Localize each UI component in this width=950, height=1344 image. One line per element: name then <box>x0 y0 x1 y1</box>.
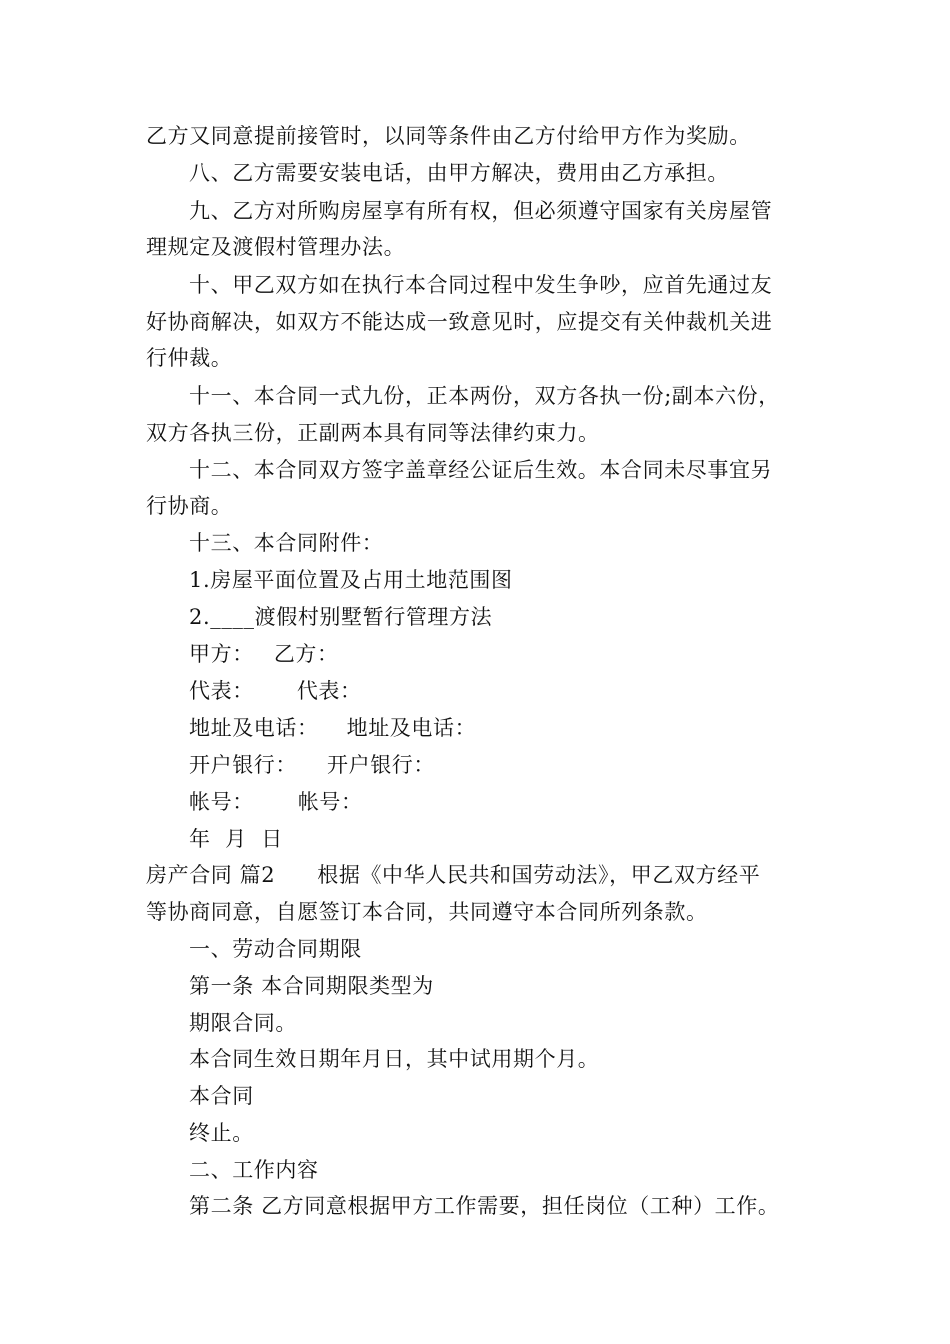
paragraph-line: 行仲裁。 <box>146 346 233 370</box>
addr-b-label: 地址及电话： <box>346 716 477 740</box>
paragraph-line: 双方各执三份，正副两本具有同等法律约束力。 <box>146 421 600 445</box>
acct-b-label: 帐号： <box>297 790 363 814</box>
paragraph-line: 乙方又同意提前接管时，以同等条件由乙方付给甲方作为奖励。 <box>146 124 751 148</box>
paragraph-line: 理规定及渡假村管理办法。 <box>146 235 406 259</box>
clause-9: 九、乙方对所购房屋享有所有权，但必须遵守国家有关房屋管 <box>189 199 773 223</box>
rep-b-label: 代表： <box>296 679 362 703</box>
section2-intro: 根据《中华人民共和国劳动法》，甲乙双方经平 <box>317 863 761 887</box>
party-b-label: 乙方： <box>273 642 339 666</box>
paragraph-line: 行协商。 <box>146 494 233 518</box>
attachment-1: 1.房屋平面位置及占用土地范围图 <box>189 568 513 592</box>
clause-10: 十、甲乙双方如在执行本合同过程中发生争吵，应首先通过友 <box>189 273 773 297</box>
paragraph-line: 期限合同。 <box>189 1011 297 1035</box>
article-2: 第二条 乙方同意根据甲方工作需要，担任岗位（工种）工作。 <box>189 1194 780 1218</box>
section-heading: 二、工作内容 <box>189 1158 319 1182</box>
signature-bank-row <box>189 750 829 780</box>
clause-12: 十二、本合同双方签字盖章经公证后生效。本合同未尽事宜另 <box>189 458 773 482</box>
attachment-2: 2.____渡假村别墅暂行管理方法 <box>189 605 493 629</box>
signature-rep-row <box>189 676 829 706</box>
rep-a-label: 代表： <box>189 679 254 703</box>
addr-a-label: 地址及电话： <box>189 716 319 740</box>
signature-date: 年 月 日 <box>189 827 283 851</box>
clause-13: 十三、本合同附件： <box>189 531 384 555</box>
clause-11: 十一、本合同一式九份，正本两份，双方各执一份;副本六份， <box>189 384 780 408</box>
bank-a-label: 开户银行： <box>189 753 297 777</box>
section2-heading: 房产合同 篇2 <box>146 863 276 887</box>
signature-address-row <box>189 713 829 743</box>
party-a-label: 甲方： <box>189 642 254 666</box>
section-heading: 一、劳动合同期限 <box>189 937 362 961</box>
bank-b-label: 开户银行： <box>327 753 435 777</box>
acct-a-label: 帐号： <box>189 790 254 814</box>
paragraph-line: 本合同生效日期年月日，其中试用期个月。 <box>189 1047 600 1071</box>
paragraph-line: 好协商解决，如双方不能达成一致意见时，应提交有关仲裁机关进 <box>146 310 773 334</box>
paragraph-line: 本合同 <box>189 1084 254 1108</box>
paragraph-line: 终止。 <box>189 1121 254 1145</box>
section2-heading-row <box>146 860 826 890</box>
clause-8: 八、乙方需要安装电话，由甲方解决，费用由乙方承担。 <box>189 161 729 185</box>
article-1: 第一条 本合同期限类型为 <box>189 974 434 998</box>
signature-account-row <box>189 787 829 817</box>
signature-party-row <box>189 639 829 669</box>
paragraph-line: 等协商同意，自愿签订本合同，共同遵守本合同所列条款。 <box>146 900 708 924</box>
